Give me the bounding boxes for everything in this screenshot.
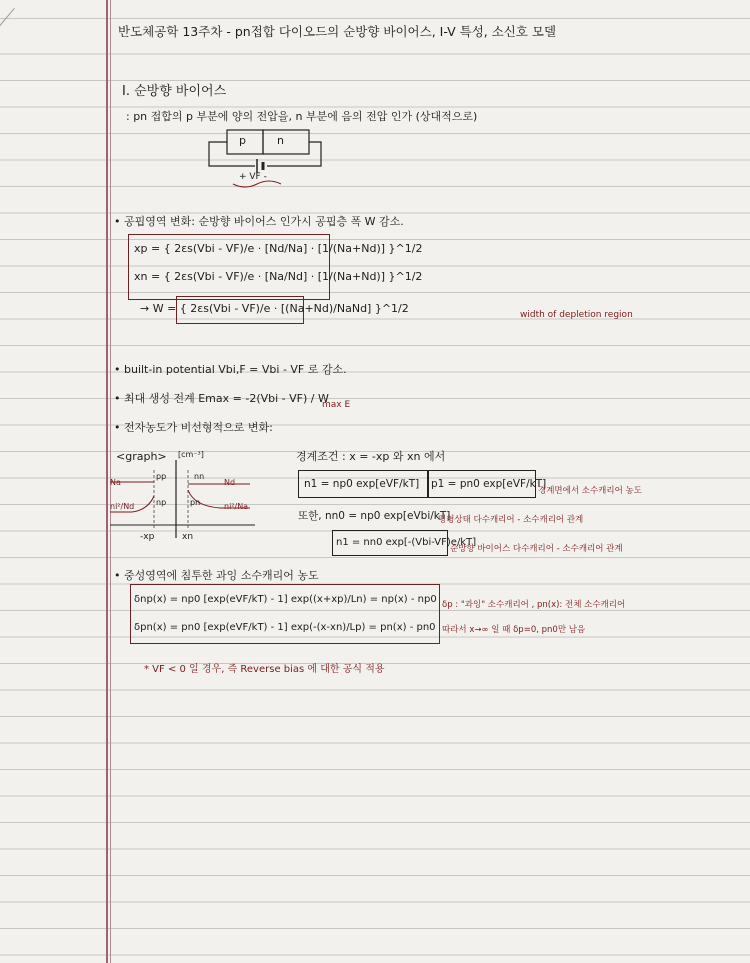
p-region-label: p	[239, 134, 246, 147]
builtin-bullet: • built-in potential Vbi,F = Vbi - VF 로 감소.	[114, 363, 347, 376]
n-region-label: n	[277, 134, 284, 147]
xp-equation: xp = { 2εs(Vbi - VF)/e · [Nd/Na] · [1/(Na+Nd)] }^1/2	[134, 242, 423, 255]
ni2-na-label: ni²/Na	[224, 502, 249, 511]
n1-reverse-note: 순방향 바이어스 다수캐리어 - 소수캐리어 관계	[450, 544, 623, 554]
xn-label: xn	[182, 532, 194, 542]
excess-equation-box	[130, 584, 440, 644]
nn-label: nn	[194, 472, 205, 481]
pp-label: pp	[156, 472, 167, 481]
circuit-drawing	[205, 126, 325, 196]
nd-label: Nd	[224, 478, 236, 487]
margin-line	[106, 0, 108, 963]
max-field-bullet: • 최대 생성 전계 Emax = -2(Vbi - VF) / W	[114, 392, 329, 405]
excess-bullet: • 중성영역에 침투한 과잉 소수캐리어 농도	[114, 569, 319, 582]
boundary-title: 경계조건 : x = -xp 와 xn 에서	[296, 450, 446, 463]
section-heading: I. 순방향 바이어스	[122, 84, 227, 99]
p1-equation: p1 = pn0 exp[eVF/kT]	[431, 478, 547, 490]
delta-pn-equation: δpn(x) = pn0 [exp(eVF/kT) - 1] exp(-(x-xn)/Lp) = pn(x) - pn0	[134, 622, 436, 633]
reverse-bias-note: * VF < 0 일 경우, 즉 Reverse bias 에 대한 공식 적용	[144, 664, 385, 675]
carrier-bullet: • 전자농도가 비선형적으로 변화:	[114, 421, 273, 434]
pn-label: pn	[190, 498, 201, 507]
n1-reverse-equation: n1 = nn0 exp[-(Vbi-VF)e/kT]	[336, 537, 477, 548]
graph-y-axis-label: [cm⁻³]	[178, 450, 204, 459]
w-note: width of depletion region	[520, 310, 633, 320]
section-description: : pn 접합의 p 부분에 양의 전압을, n 부분에 음의 전압 인가 (상대적으로)	[126, 110, 478, 123]
p1-note: 경계면에서 소수캐리어 농도	[538, 486, 642, 496]
nn0-note: 평형상태 다수캐리어 - 소수캐리어 관계	[438, 515, 584, 525]
depletion-bullet: • 공핍영역 변화: 순방향 바이어스 인가시 공핍층 폭 W 감소.	[114, 215, 404, 228]
graph-label: <graph>	[116, 450, 167, 463]
pencil-mark	[0, 8, 15, 39]
delta-np-note: δp : "과잉" 소수캐리어 , pn(x): 전체 소수캐리어	[442, 600, 626, 610]
delta-np-equation: δnp(x) = np0 [exp(eVF/kT) - 1] exp((x+xp)/Ln) = np(x) - np0	[134, 594, 437, 605]
n1-equation: n1 = np0 exp[eVF/kT]	[304, 478, 420, 490]
vf-label: + VF -	[239, 172, 267, 182]
ni2-nd-label: ni²/Nd	[110, 502, 135, 511]
max-field-note: max E	[322, 400, 351, 410]
na-label: Na	[110, 478, 121, 487]
carrier-graph	[110, 450, 260, 550]
neg-xp-label: -xp	[140, 532, 155, 542]
w-equation: → W = { 2εs(Vbi - VF)/e · [(Na+Nd)/NaNd] }^1/2	[140, 302, 409, 315]
np-label: np	[156, 498, 167, 507]
page-title: 반도체공학 13주차 - pn접합 다이오드의 순방향 바이어스, I-V 특성, 소신호 모델	[118, 24, 557, 39]
nn0-equation: 또한, nn0 = np0 exp[eVbi/kT]	[298, 510, 451, 522]
delta-pn-note: 따라서 x→∞ 일 때 δp=0, pn0만 남음	[442, 625, 586, 635]
pn-circuit-diagram	[205, 126, 325, 196]
xn-equation: xn = { 2εs(Vbi - VF)/e · [Na/Nd] · [1/(Na+Nd)] }^1/2	[134, 270, 423, 283]
